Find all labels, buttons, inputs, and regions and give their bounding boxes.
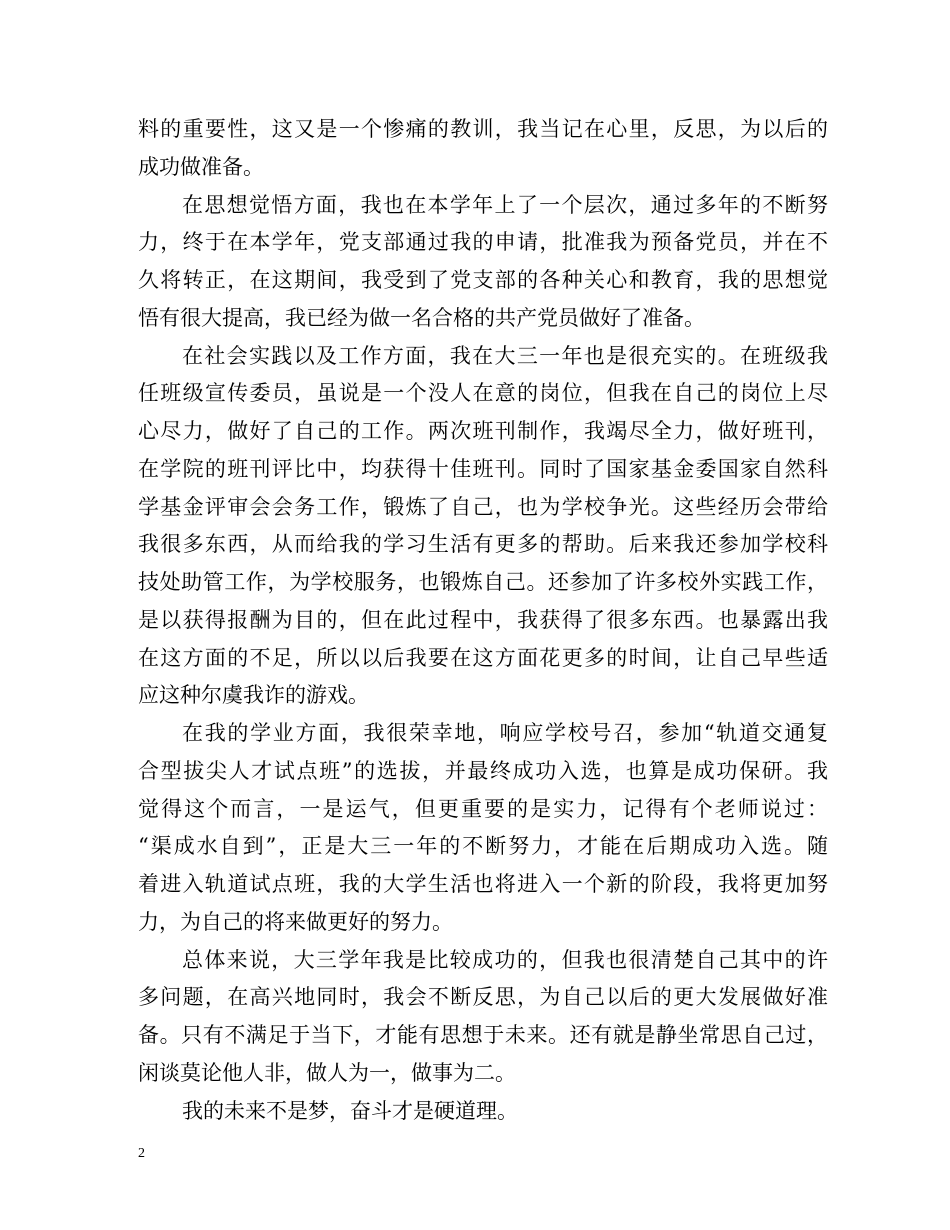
document-body <box>138 111 828 1130</box>
text-line: 在思想觉悟方面，我也在本学年上了一个层次，通过多年的不断努 <box>182 192 828 217</box>
text-line: 力，为自己的将来做更好的努力。 <box>138 909 453 934</box>
text-line: 多问题，在高兴地同时，我会不断反思，为自己以后的更大发展做好准 <box>138 985 828 1010</box>
text-line: 在我的学业方面，我很荣幸地，响应学校号召，参加“轨道交通复 <box>182 721 828 745</box>
text-line: 备。只有不满足于当下，才能有思想于未来。还有就是静坐常思自己过， <box>138 1023 828 1047</box>
text-line: 料的重要性，这又是一个惨痛的教训，我当记在心里，反思，为以后的 <box>138 117 828 141</box>
text-line: 着进入轨道试点班，我的大学生活也将进入一个新的阶段，我将更加努 <box>138 872 828 896</box>
text-line: 合型拔尖人才试点班”的选拔，并最终成功入选，也算是成功保研。我 <box>138 758 828 783</box>
text-line: 久将转正，在这期间，我受到了党支部的各种关心和教育，我的思想觉 <box>138 268 828 292</box>
text-line: 是以获得报酬为目的，但在此过程中，我获得了很多东西。也暴露出我 <box>138 607 828 632</box>
text-line: 成功做准备。 <box>138 154 264 179</box>
text-line: 总体来说，大三学年我是比较成功的，但我也很清楚自己其中的许 <box>182 947 828 972</box>
text-line: “渠成水自到”，正是大三一年的不断努力，才能在后期成功入选。随 <box>138 834 828 859</box>
text-line: 力，终于在本学年，党支部通过我的申请，批准我为预备党员，并在不 <box>138 230 828 255</box>
text-line: 学基金评审会会务工作，锻炼了自己，也为学校争光。这些经历会带给 <box>138 494 828 519</box>
text-line: 我的未来不是梦，奋斗才是硬道理。 <box>182 1098 518 1123</box>
text-line: 悟有很大提高，我已经为做一名合格的共产党员做好了准备。 <box>138 305 705 330</box>
text-line: 在社会实践以及工作方面，我在大三一年也是很充实的。在班级我 <box>182 343 828 368</box>
text-line: 我很多东西，从而给我的学习生活有更多的帮助。后来我还参加学校科 <box>138 532 828 557</box>
text-line: 在这方面的不足，所以以后我要在这方面花更多的时间，让自己早些适 <box>138 645 828 670</box>
text-line: 应这种尔虞我诈的游戏。 <box>138 683 369 708</box>
page-number: 2 <box>138 1146 145 1161</box>
text-line: 在学院的班刊评比中，均获得十佳班刊。同时了国家基金委国家自然科 <box>138 456 828 481</box>
text-line: 任班级宣传委员，虽说是一个没人在意的岗位，但我在自己的岗位上尽 <box>138 381 828 406</box>
text-line: 技处助管工作，为学校服务，也锻炼自己。还参加了许多校外实践工作， <box>138 570 828 594</box>
text-line: 心尽力，做好了自己的工作。两次班刊制作，我竭尽全力，做好班刊， <box>138 419 828 443</box>
text-line: 觉得这个而言，一是运气，但更重要的是实力，记得有个老师说过： <box>138 796 828 821</box>
text-line: 闲谈莫论他人非，做人为一，做事为二。 <box>138 1060 516 1085</box>
